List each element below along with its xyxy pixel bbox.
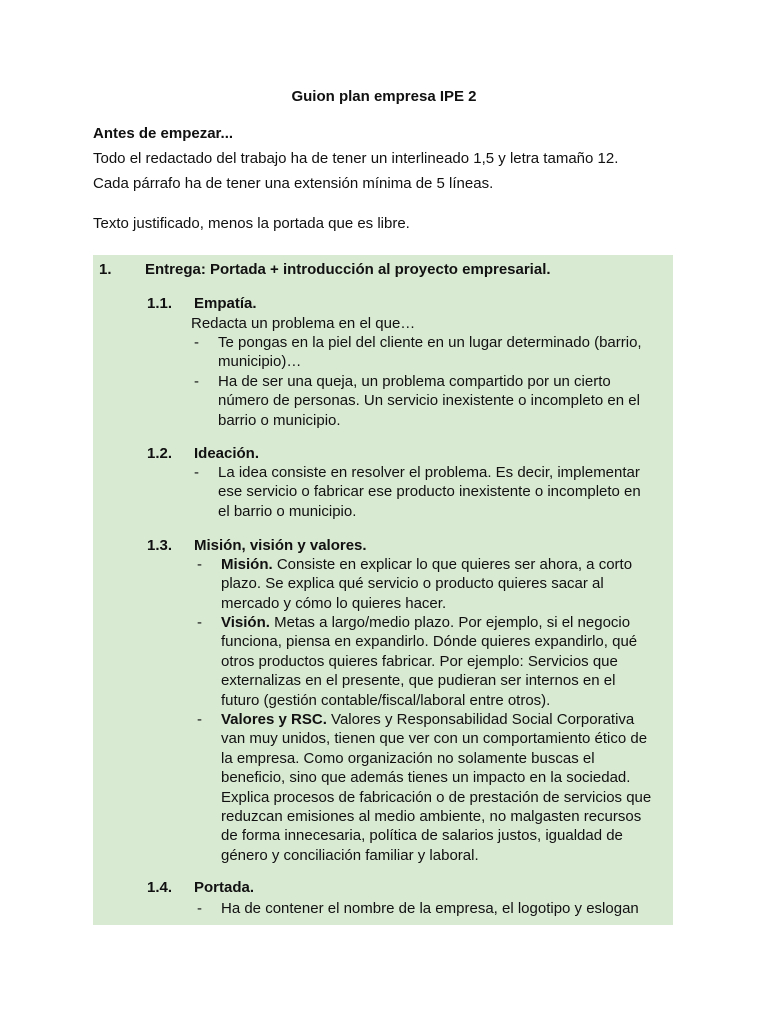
- bullet-item: [221, 555, 669, 613]
- subsection-heading: Ideación.: [194, 445, 260, 462]
- subsection-heading: Empatía.: [194, 295, 257, 312]
- subsection-heading: Misión, visión y valores.: [194, 537, 367, 554]
- bullet-line: número de personas. Un servicio inexistente o incompleto en el: [218, 392, 640, 410]
- bullet-term: Valores y RSC.: [221, 711, 327, 728]
- bullet-line: Metas a largo/medio plazo. Por ejemplo, si el negocio: [269, 614, 631, 631]
- bullet-item: [221, 710, 669, 865]
- bullet-item: [218, 372, 666, 430]
- bullet-dash: -: [194, 334, 199, 351]
- bullet-line: Ha de contener el nombre de la empresa, el logotipo y eslogan: [221, 900, 639, 917]
- intro-line: Cada párrafo ha de tener una extensión mínima de 5 líneas.: [93, 175, 494, 192]
- bullet-line: beneficio, sino que además tienes un impacto en la sociedad.: [221, 769, 631, 787]
- section-box: [93, 255, 673, 925]
- bullet-line: otros productos quieres fabricar. Por ejemplo: Servicios que: [221, 652, 618, 670]
- bullet-item: [221, 899, 669, 918]
- bullet-item: [218, 463, 666, 521]
- bullet-line: funciona, piensa en expandirlo. Dónde quieres expandirlo, qué: [221, 633, 638, 651]
- bullet-line: mercado y cómo lo quieres hacer.: [221, 594, 447, 612]
- section-heading: Entrega: Portada + introducción al proyecto empresarial.: [145, 261, 551, 278]
- subsection-lead: Redacta un problema en el que…: [191, 315, 416, 332]
- bullet-line: Consiste en explicar lo que quieres ser ahora, a corto: [272, 556, 633, 573]
- bullet-line: van muy unidos, tienen que ver con un comportamiento ético de: [221, 730, 648, 748]
- bullet-dash: -: [194, 464, 199, 481]
- subsection-number: 1.3.: [147, 537, 173, 554]
- bullet-line: ese servicio o fabricar ese producto inexistente o incompleto en: [218, 483, 641, 501]
- bullet-line: género y conciliación familiar y laboral.: [221, 846, 479, 864]
- bullet-dash: -: [197, 614, 202, 631]
- intro-line: Todo el redactado del trabajo ha de tener un interlineado 1,5 y letra tamaño 12.: [93, 150, 619, 167]
- bullet-item: [218, 333, 666, 372]
- bullet-line: La idea consiste en resolver el problema. Es decir, implementar: [218, 464, 640, 481]
- bullet-line: Ha de ser una queja, un problema compartido por un cierto: [218, 373, 611, 390]
- section-number: 1.: [99, 261, 112, 278]
- bullet-line: el barrio o municipio.: [218, 502, 357, 520]
- bullet-line: la empresa. Como organización no solamente buscas el: [221, 749, 595, 767]
- intro-heading: Antes de empezar...: [93, 125, 234, 142]
- bullet-item: [221, 613, 669, 710]
- bullet-dash: -: [197, 711, 202, 728]
- subsection-number: 1.2.: [147, 445, 173, 462]
- bullet-line: municipio)…: [218, 353, 302, 371]
- bullet-term: Visión.: [221, 614, 270, 631]
- bullet-line: reduzcan emisiones al medio ambiente, no malgasten recursos: [221, 808, 642, 826]
- document-title: Guion plan empresa IPE 2: [291, 88, 477, 105]
- bullet-dash: -: [194, 373, 199, 390]
- bullet-line: Explica procesos de fabricación o de prestación de servicios que: [221, 788, 652, 806]
- bullet-line: barrio o municipio.: [218, 411, 341, 429]
- bullet-line: plazo. Se explica qué servicio o producto quieres sacar al: [221, 575, 604, 593]
- bullet-line: futuro (gestión contable/fiscal/laboral entre otros).: [221, 691, 551, 709]
- bullet-line: externalizas en el presente, que pudieran ser internos en el: [221, 672, 616, 690]
- subsection-heading: Portada.: [194, 879, 255, 896]
- bullet-dash: -: [197, 556, 202, 573]
- subsection-number: 1.4.: [147, 879, 173, 896]
- bullet-line: de forma innecesaria, política de salarios justos, igualdad de: [221, 827, 623, 845]
- subsection-number: 1.1.: [147, 295, 173, 312]
- bullet-term: Misión.: [221, 556, 273, 573]
- bullet-line: Te pongas en la piel del cliente en un lugar determinado (barrio,: [218, 334, 642, 351]
- bullet-dash: -: [197, 900, 202, 917]
- intro-line: Texto justificado, menos la portada que es libre.: [93, 215, 410, 232]
- bullet-line: Valores y Responsabilidad Social Corporativa: [326, 711, 635, 728]
